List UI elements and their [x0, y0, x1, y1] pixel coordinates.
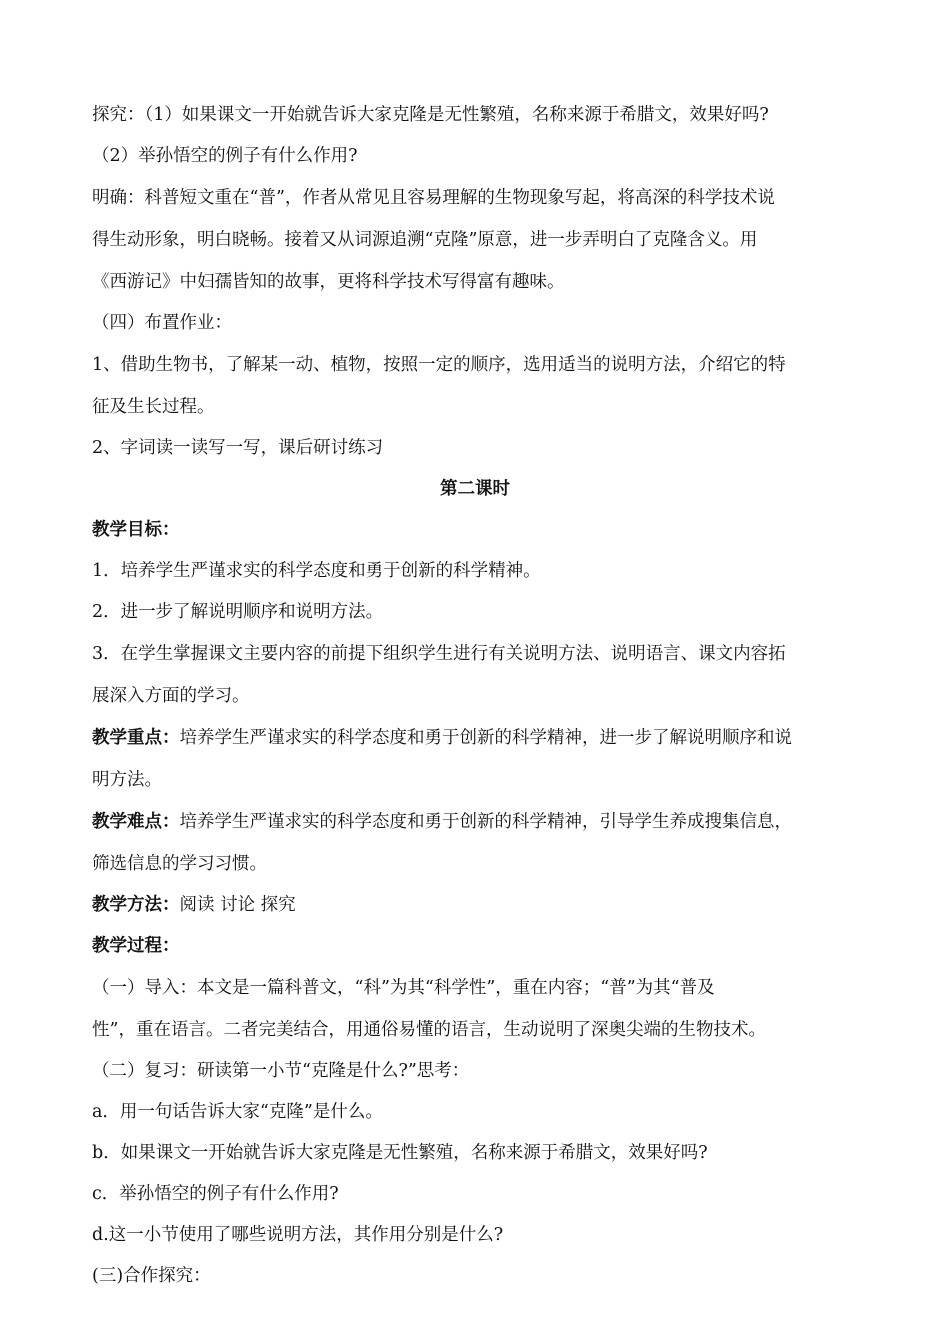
text-line: 展深入方面的学习。 — [92, 686, 250, 706]
paragraph-key-points — [92, 717, 858, 801]
label-key-points: 教学重点： — [92, 728, 180, 748]
paragraph-review: （二）复习：研读第一小节“克隆是什么?”思考： — [92, 1061, 470, 1081]
text-line: 《西游记》中妇孺皆知的故事，更将科学技术写得富有趣味。 — [92, 272, 565, 292]
paragraph-inquiry-1: 探究：（1）如果课文一开始就告诉大家克隆是无性繁殖，名称来源于希腊文，效果好吗? — [92, 105, 769, 125]
text-line: 明方法。 — [92, 770, 162, 790]
methods-text: 阅读 讨论 探究 — [179, 895, 296, 915]
paragraph-methods — [92, 885, 858, 926]
homework-item-2: 2、字词读一读写一写，课后研讨练习 — [92, 438, 384, 458]
text-line — [92, 801, 858, 843]
goal-item-2: 2．进一步了解说明顺序和说明方法。 — [92, 602, 384, 622]
heading-homework: （四）布置作业： — [92, 313, 232, 333]
text-line: 筛选信息的学习习惯。 — [92, 854, 267, 874]
review-item-b: b．如果课文一开始就告诉大家克隆是无性繁殖，名称来源于希腊文，效果好吗? — [92, 1143, 708, 1163]
review-item-c: c．举孙悟空的例子有什么作用? — [92, 1184, 339, 1204]
text-line: 明确：科普短文重在“普”，作者从常见且容易理解的生物现象写起，将高深的科学技术说 — [92, 188, 775, 208]
difficulties-text: 培养学生严谨求实的科学态度和勇于创新的科学精神，引导学生养成搜集信息， — [179, 812, 792, 832]
paragraph-difficulties — [92, 801, 858, 885]
review-item-a: a．用一句话告诉大家“克隆”是什么。 — [92, 1102, 383, 1122]
homework-item-1 — [92, 344, 858, 428]
label-difficulties: 教学难点： — [92, 812, 180, 832]
text-line: 性”，重在语言。二者完美结合，用通俗易懂的语言，生动说明了深奥尖端的生物技术。 — [92, 1020, 766, 1040]
text-line: 1、借助生物书，了解某一动、植物，按照一定的顺序，选用适当的说明方法，介绍它的特 — [92, 355, 786, 375]
paragraph-inquiry-2: （2）举孙悟空的例子有什么作用? — [92, 146, 358, 166]
label-methods: 教学方法： — [92, 895, 180, 915]
text-line: 征及生长过程。 — [92, 397, 215, 417]
goal-item-1: 1．培养学生严谨求实的科学态度和勇于创新的科学精神。 — [92, 561, 541, 581]
heading-cooperative-inquiry: (三)合作探究： — [92, 1266, 211, 1286]
section-title: 第二课时 — [440, 479, 510, 499]
text-line — [92, 717, 858, 759]
key-points-text: 培养学生严谨求实的科学态度和勇于创新的科学精神，进一步了解说明顺序和说 — [179, 728, 792, 748]
text-line: （一）导入：本文是一篇科普文，“科”为其“科学性”，重在内容；“普”为其“普及 — [92, 978, 715, 998]
heading-teaching-goals: 教学目标： — [92, 520, 180, 540]
text-line: 3．在学生掌握课文主要内容的前提下组织学生进行有关说明方法、说明语言、课文内容拓 — [92, 644, 786, 664]
goal-item-3 — [92, 633, 858, 717]
heading-teaching-process: 教学过程： — [92, 936, 180, 956]
paragraph-introduction — [92, 967, 858, 1051]
paragraph-clarification — [92, 177, 858, 303]
text-line: 得生动形象，明白晓畅。接着又从词源追溯“克隆”原意，进一步弄明白了克隆含义。用 — [92, 230, 758, 250]
review-item-d: d.这一小节使用了哪些说明方法，其作用分别是什么? — [92, 1225, 504, 1245]
